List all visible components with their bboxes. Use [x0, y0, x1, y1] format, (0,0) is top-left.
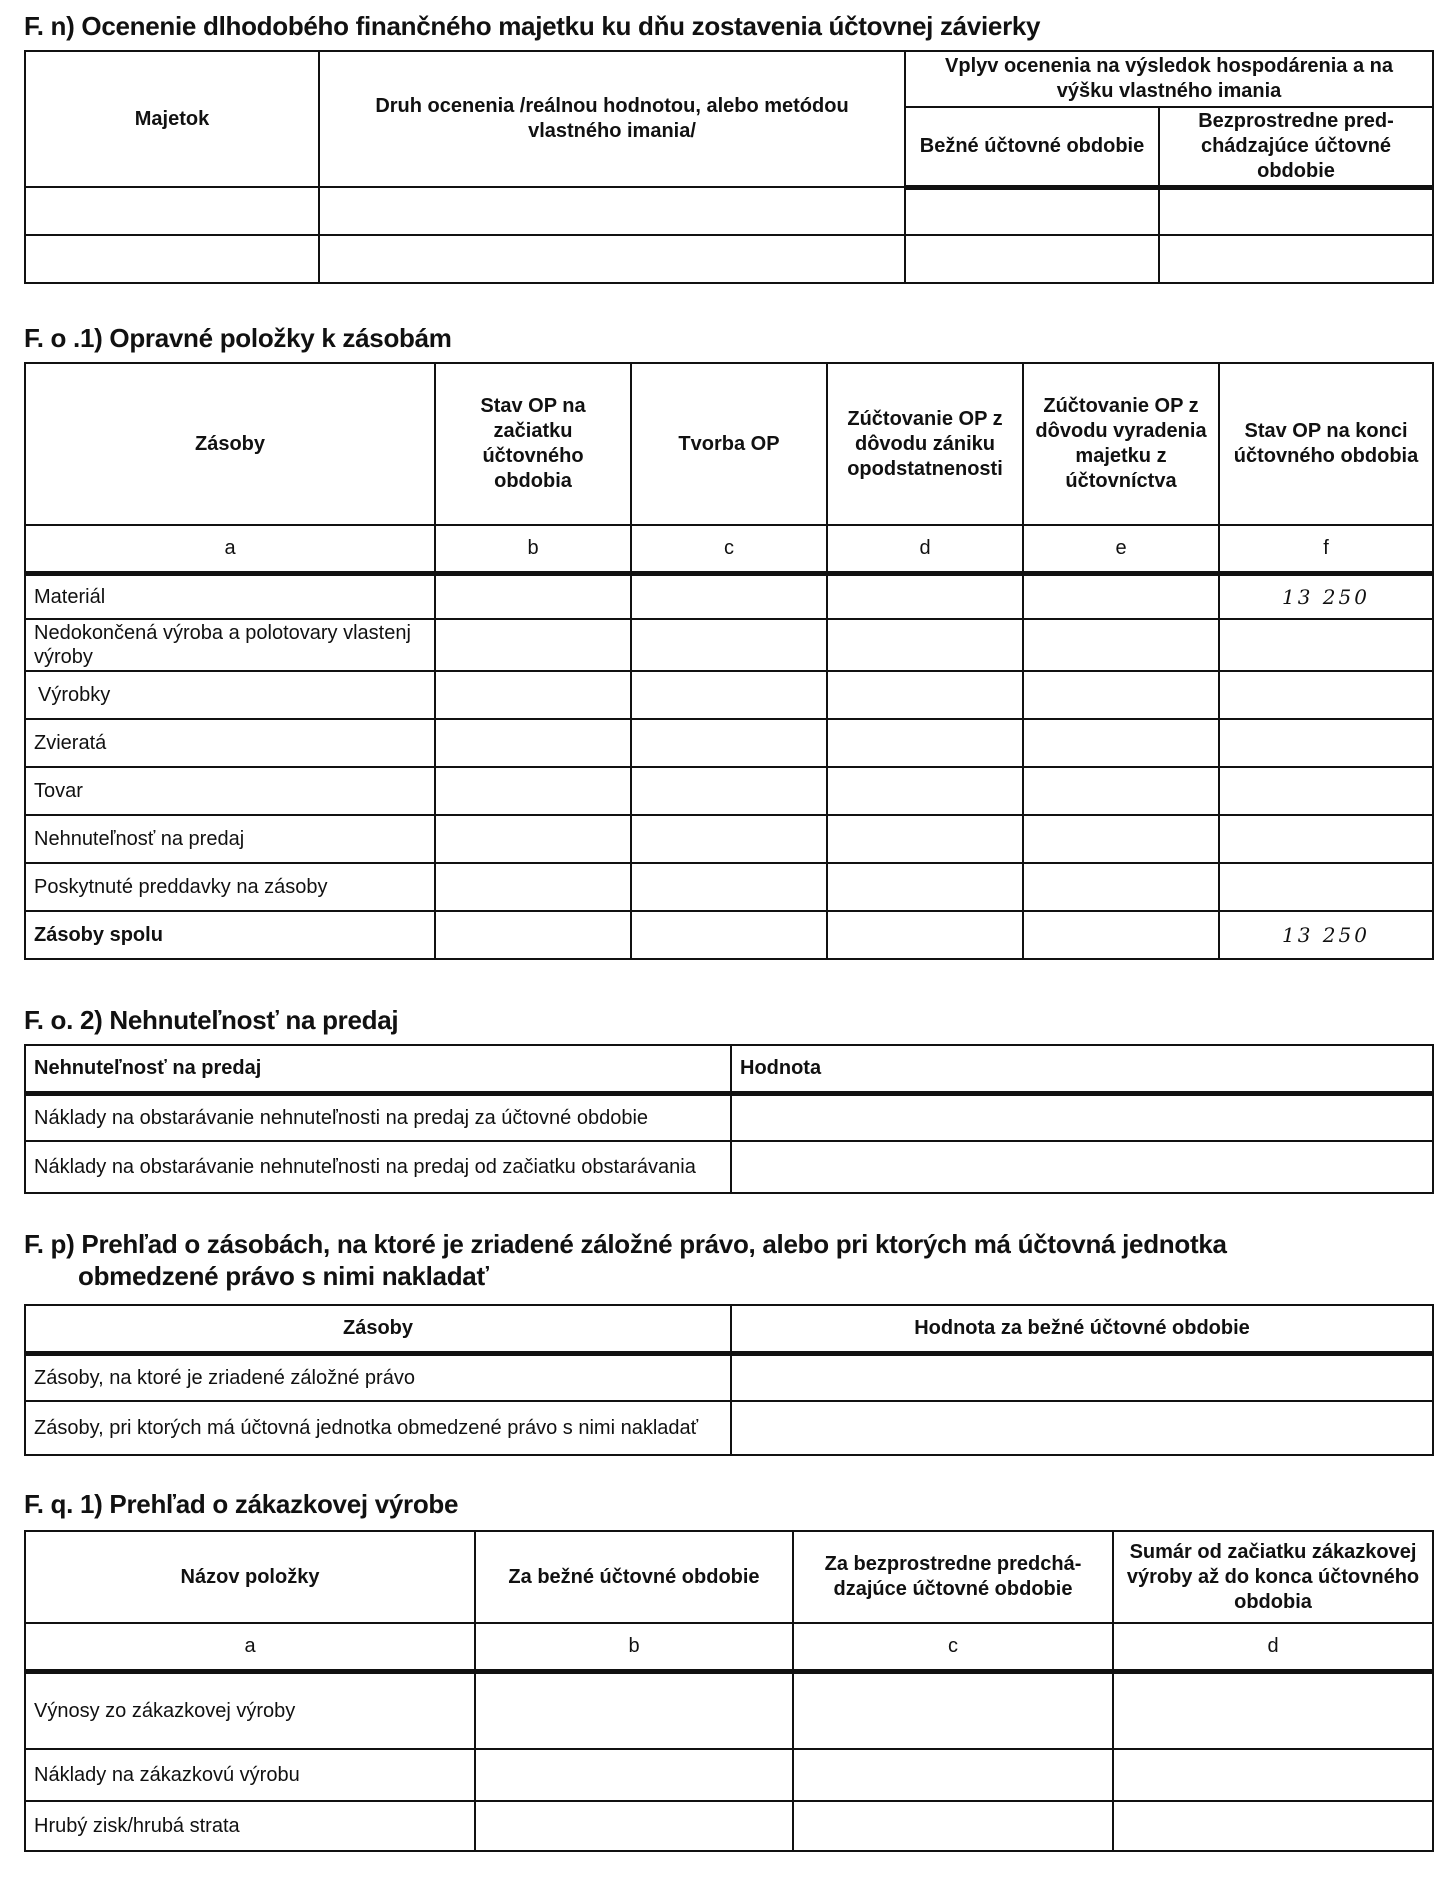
section-title-fp-line1: F. p) Prehľad o zásobách, na ktoré je zriadené záložné právo, alebo pri ktorých má účtovná jednotka: [24, 1229, 1227, 1259]
table-row: [25, 235, 1433, 283]
table-row: [25, 1401, 1433, 1455]
table-row: [25, 1141, 1433, 1193]
header-bezne-obdobie: Za bežné účtovné obdobie: [475, 1531, 793, 1623]
cell-druh[interactable]: [319, 187, 905, 235]
table-row: [25, 619, 1433, 671]
row-label: Zvieratá: [25, 719, 435, 767]
cell-d[interactable]: [1113, 1801, 1433, 1851]
cell-predchadzajuce[interactable]: [1159, 235, 1433, 283]
cell-f[interactable]: [1219, 863, 1433, 911]
cell-majetok[interactable]: [25, 187, 319, 235]
cell-f-handwritten-total[interactable]: 13 250: [1219, 911, 1433, 959]
cell-c[interactable]: [631, 671, 827, 719]
cell-d[interactable]: [1113, 1671, 1433, 1749]
column-letter: f: [1219, 525, 1433, 573]
table-row: [25, 1353, 1433, 1401]
section-title-fo1: F. o .1) Opravné položky k zásobám: [24, 323, 452, 353]
cell-b[interactable]: [475, 1801, 793, 1851]
cell-e[interactable]: [1023, 767, 1219, 815]
section-title-fn: F. n) Ocenenie dlhodobého finančného majetku ku dňu zostavenia účtovnej závierky: [24, 11, 1041, 41]
header-bezne-obdobie: Bežné účtovné obdobie: [905, 107, 1159, 187]
table-row: [25, 767, 1433, 815]
table-row: [25, 1749, 1433, 1801]
cell-b[interactable]: [475, 1671, 793, 1749]
header-vplyv-ocenenia: Vplyv ocenenia na výsledok hospodárenia a na výšku vlastného imania: [905, 51, 1433, 107]
column-letter: b: [475, 1623, 793, 1671]
row-label: Poskytnuté preddavky na zásoby: [25, 863, 435, 911]
cell-hodnota[interactable]: [731, 1141, 1433, 1193]
cell-majetok[interactable]: [25, 235, 319, 283]
row-label: Nedokončená výroba a polotovary vlastenj výroby: [25, 619, 435, 671]
cell-f[interactable]: [1219, 767, 1433, 815]
cell-b[interactable]: [435, 671, 631, 719]
cell-hodnota[interactable]: [731, 1401, 1433, 1455]
cell-c[interactable]: [631, 573, 827, 619]
cell-c[interactable]: [631, 815, 827, 863]
cell-e[interactable]: [1023, 719, 1219, 767]
cell-c[interactable]: [631, 719, 827, 767]
header-zasoby: Zásoby: [25, 363, 435, 525]
cell-d[interactable]: [827, 573, 1023, 619]
header-hodnota: Hodnota: [731, 1045, 1433, 1093]
row-label: Tovar: [25, 767, 435, 815]
column-letter: c: [631, 525, 827, 573]
row-label: Hrubý zisk/hrubá strata: [25, 1801, 475, 1851]
cell-druh[interactable]: [319, 235, 905, 283]
column-letter: a: [25, 1623, 475, 1671]
header-predchadzajuce-obdobie: Bezprostredne pred-chádzajúce účtovné obdobie: [1159, 107, 1433, 187]
section-title-fo2: F. o. 2) Nehnuteľnosť na predaj: [24, 1005, 399, 1035]
cell-d[interactable]: [827, 619, 1023, 671]
cell-f[interactable]: [1219, 619, 1433, 671]
table-row: [25, 1801, 1433, 1851]
cell-e[interactable]: [1023, 911, 1219, 959]
cell-b[interactable]: [435, 767, 631, 815]
column-letter: b: [435, 525, 631, 573]
header-stav-op-koniec: Stav OP na konci účtovného obdobia: [1219, 363, 1433, 525]
header-zuctovanie-vyradenie: Zúčtovanie OP z dôvodu vyradenia majetku z účtovníctva: [1023, 363, 1219, 525]
cell-bezne[interactable]: [905, 187, 1159, 235]
header-nazov-polozky: Názov položky: [25, 1531, 475, 1623]
header-druh-ocenenia: Druh ocenenia /reálnou hodnotou, alebo metódou vlastného imania/: [319, 51, 905, 187]
row-label: Náklady na obstarávanie nehnuteľnosti na predaj od začiatku obstarávania: [25, 1141, 731, 1193]
column-letter: a: [25, 525, 435, 573]
table-row: [25, 187, 1433, 235]
table-row: [25, 863, 1433, 911]
cell-d[interactable]: [1113, 1749, 1433, 1801]
row-label: Výrobky: [25, 671, 435, 719]
cell-d[interactable]: [827, 671, 1023, 719]
cell-f[interactable]: [1219, 815, 1433, 863]
cell-f-handwritten-value[interactable]: 13 250: [1219, 573, 1433, 619]
header-tvorba-op: Tvorba OP: [631, 363, 827, 525]
cell-c[interactable]: [631, 619, 827, 671]
cell-e[interactable]: [1023, 815, 1219, 863]
table-row-total: [25, 911, 1433, 959]
column-letter: d: [827, 525, 1023, 573]
row-label: Náklady na obstarávanie nehnuteľnosti na predaj za účtovné obdobie: [25, 1093, 731, 1141]
table-row: [25, 573, 1433, 619]
cell-e[interactable]: [1023, 863, 1219, 911]
header-nehnutelnost: Nehnuteľnosť na predaj: [25, 1045, 731, 1093]
header-zuctovanie-zanik: Zúčtovanie OP z dôvodu zániku opodstatnenosti: [827, 363, 1023, 525]
cell-b[interactable]: [475, 1749, 793, 1801]
table-row: [25, 719, 1433, 767]
cell-hodnota[interactable]: [731, 1093, 1433, 1141]
cell-e[interactable]: [1023, 671, 1219, 719]
cell-f[interactable]: [1219, 719, 1433, 767]
cell-c[interactable]: [631, 911, 827, 959]
cell-b[interactable]: [435, 719, 631, 767]
row-label: Nehnuteľnosť na predaj: [25, 815, 435, 863]
cell-predchadzajuce[interactable]: [1159, 187, 1433, 235]
section-title-fp-line2: obmedzené právo s nimi nakladať: [78, 1261, 489, 1291]
cell-b[interactable]: [435, 815, 631, 863]
cell-c[interactable]: [793, 1671, 1113, 1749]
header-sumar: Sumár od začiatku zákazkovej výroby až do konca účtovného obdobia: [1113, 1531, 1433, 1623]
cell-c[interactable]: [631, 863, 827, 911]
header-hodnota-bezne: Hodnota za bežné účtovné obdobie: [731, 1305, 1433, 1353]
column-letter: e: [1023, 525, 1219, 573]
table-fn: [24, 50, 1434, 284]
table-fo1: [24, 362, 1434, 960]
section-title-fq1: F. q. 1) Prehľad o zákazkovej výrobe: [24, 1489, 459, 1519]
cell-b[interactable]: [435, 863, 631, 911]
cell-c[interactable]: [793, 1749, 1113, 1801]
row-label: Náklady na zákazkovú výrobu: [25, 1749, 475, 1801]
header-predchadzajuce-obdobie: Za bezprostredne predchá-dzajúce účtovné obdobie: [793, 1531, 1113, 1623]
table-row: [25, 1093, 1433, 1141]
header-majetok: Majetok: [25, 51, 319, 187]
cell-bezne[interactable]: [905, 235, 1159, 283]
cell-d[interactable]: [827, 911, 1023, 959]
cell-f[interactable]: [1219, 671, 1433, 719]
cell-c[interactable]: [793, 1801, 1113, 1851]
column-letter: d: [1113, 1623, 1433, 1671]
row-label: Materiál: [25, 573, 435, 619]
header-zasoby: Zásoby: [25, 1305, 731, 1353]
cell-c[interactable]: [631, 767, 827, 815]
cell-b[interactable]: [435, 573, 631, 619]
cell-d[interactable]: [827, 767, 1023, 815]
cell-b[interactable]: [435, 911, 631, 959]
row-label: Zásoby, pri ktorých má účtovná jednotka obmedzené právo s nimi nakladať: [25, 1401, 731, 1455]
row-label: Zásoby, na ktoré je zriadené záložné právo: [25, 1353, 731, 1401]
table-fo2: [24, 1044, 1434, 1194]
row-label-total: Zásoby spolu: [25, 911, 435, 959]
cell-b[interactable]: [435, 619, 631, 671]
row-label: Výnosy zo zákazkovej výroby: [25, 1671, 475, 1749]
cell-d[interactable]: [827, 863, 1023, 911]
table-row: [25, 815, 1433, 863]
table-row: [25, 1671, 1433, 1749]
table-fp: [24, 1304, 1434, 1456]
cell-hodnota[interactable]: [731, 1353, 1433, 1401]
cell-e[interactable]: [1023, 573, 1219, 619]
cell-d[interactable]: [827, 815, 1023, 863]
header-stav-op-zaciatok: Stav OP na začiatku účtovného obdobia: [435, 363, 631, 525]
cell-d[interactable]: [827, 719, 1023, 767]
table-row: [25, 671, 1433, 719]
cell-e[interactable]: [1023, 619, 1219, 671]
section-title-fp: [24, 1228, 1424, 1292]
column-letter: c: [793, 1623, 1113, 1671]
table-fq1: [24, 1530, 1434, 1852]
